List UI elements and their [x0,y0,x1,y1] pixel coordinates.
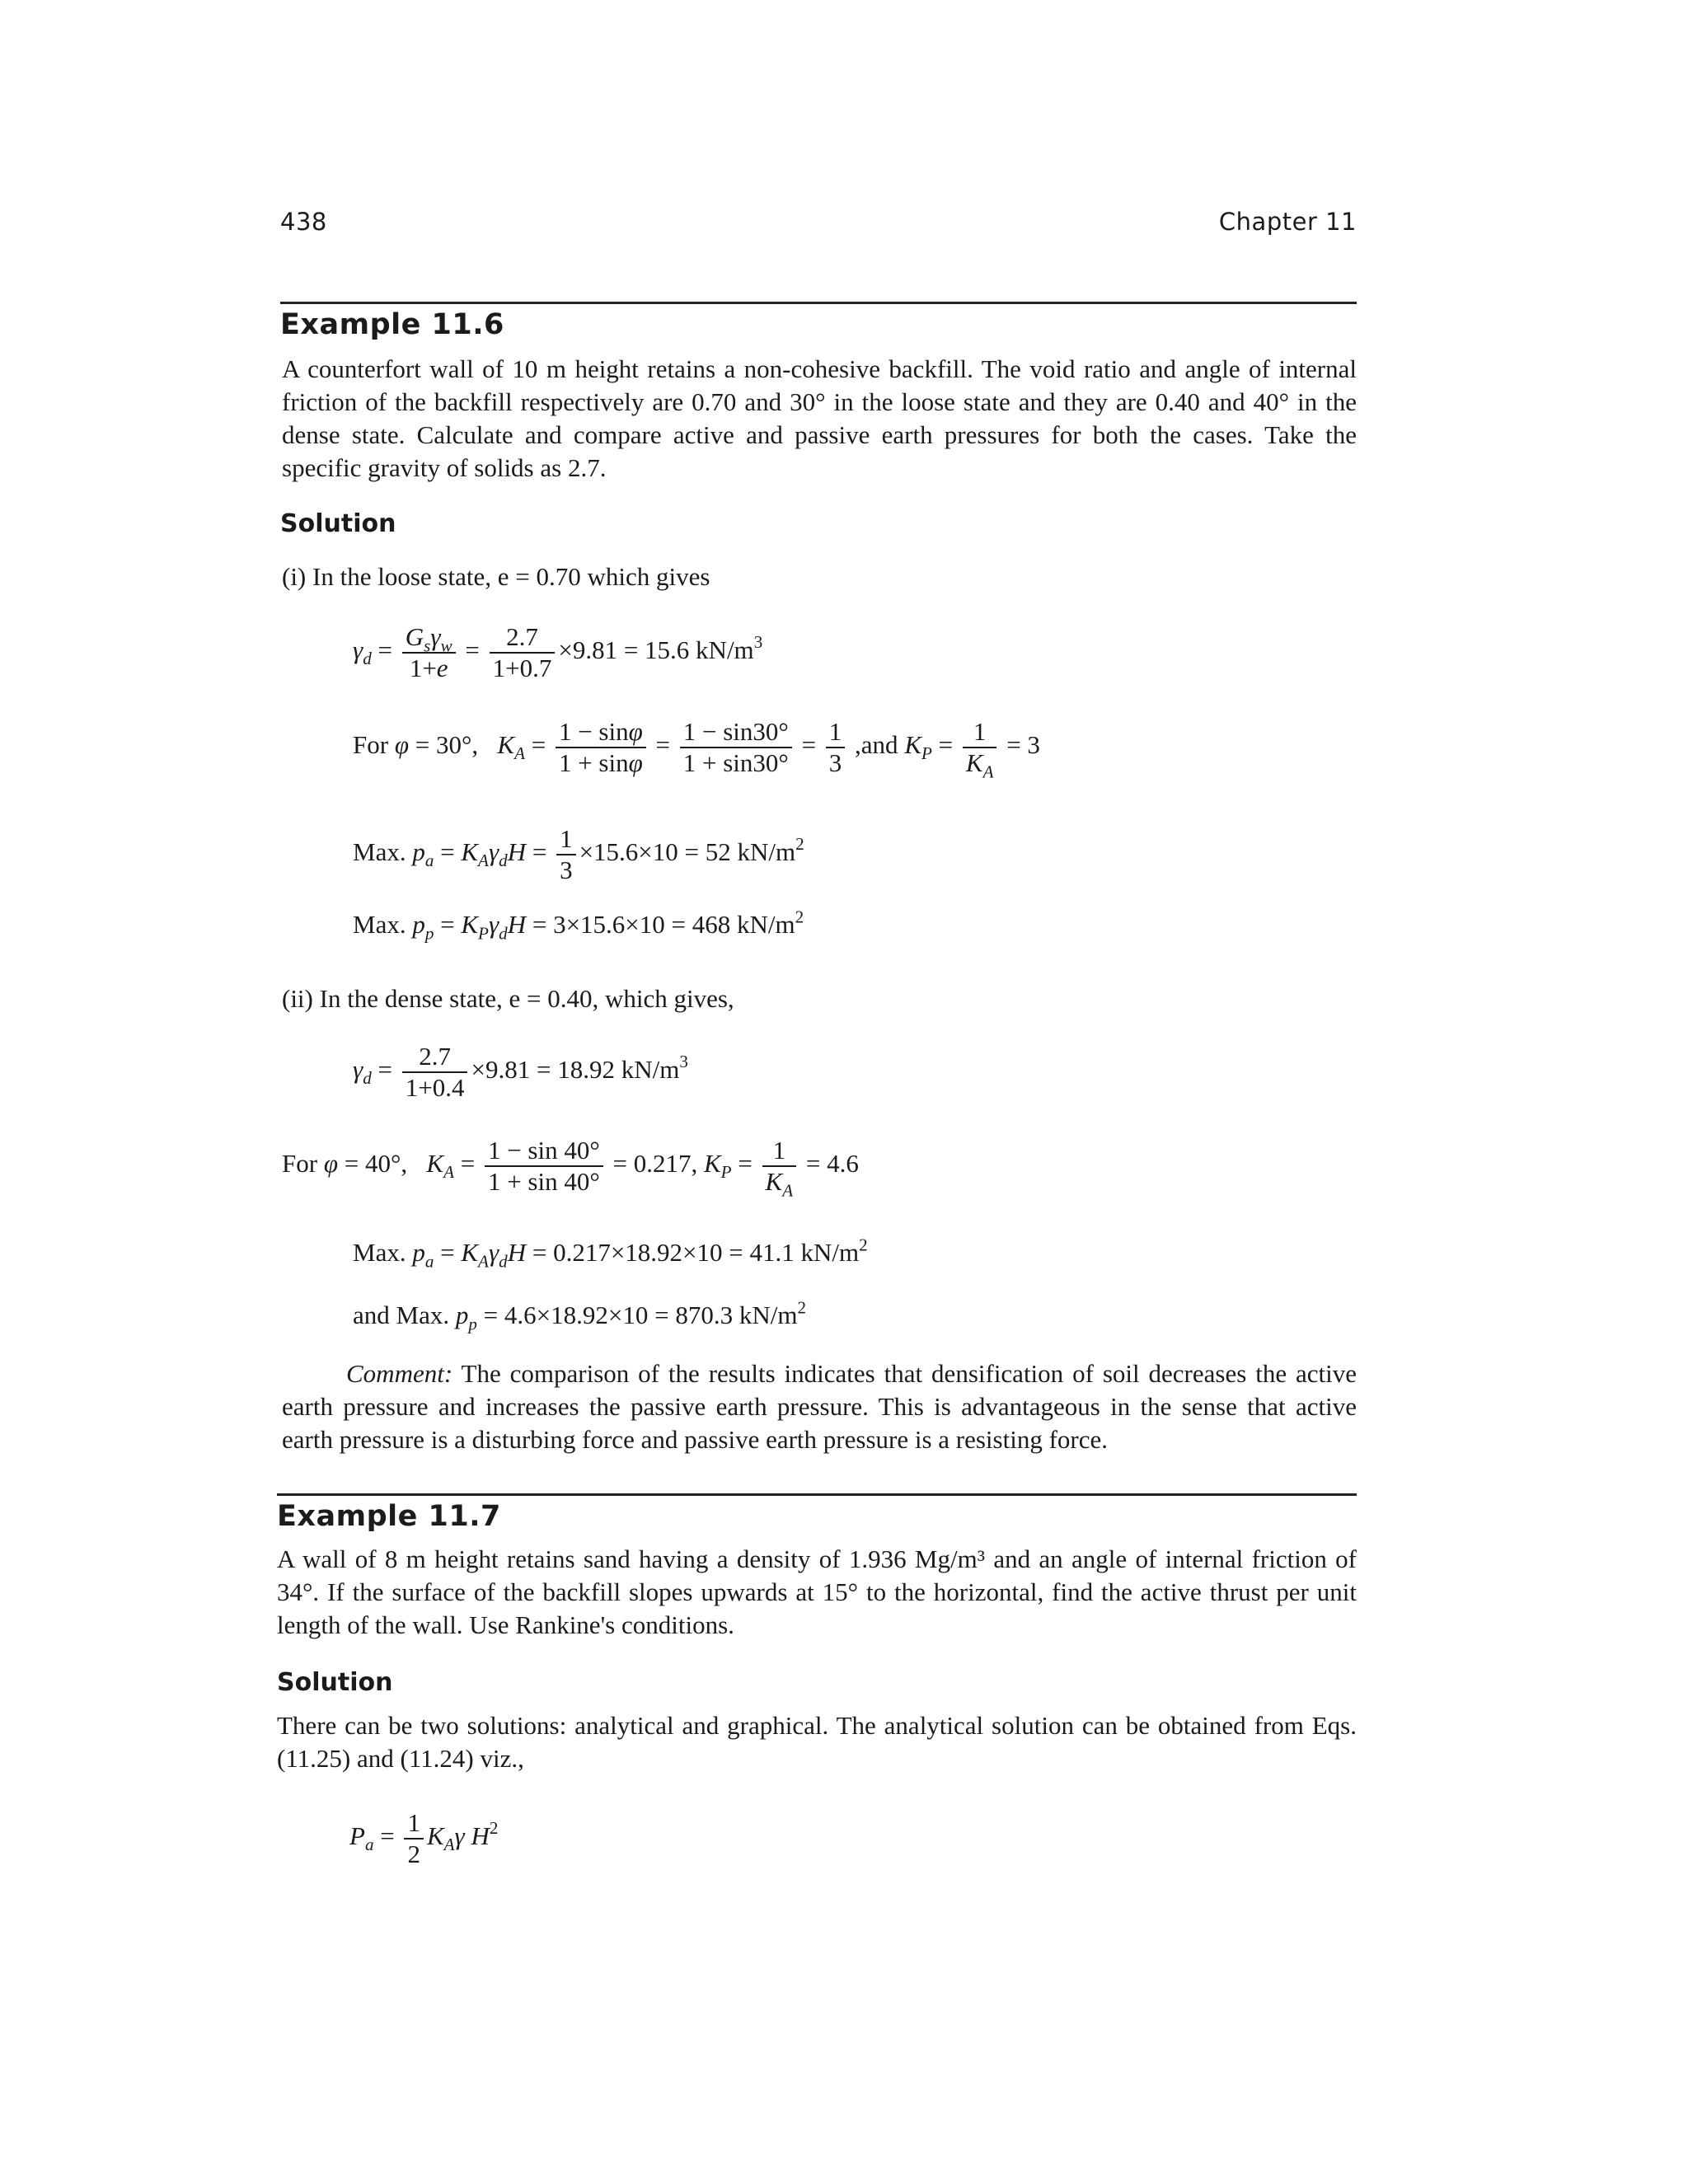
chapter-label: Chapter 11 [1218,208,1357,236]
example-heading: Example 11.7 [277,1500,501,1533]
problem-statement: A wall of 8 m height retains sand having a density of 1.936 Mg/m³ and an angle of internal friction of 34°. If the surface of the backfill slopes upwards at 15° to the horizontal, find the active thrust per unit length of the wall. Use Rankine's conditions. [277,1544,1357,1639]
page-number: 438 [280,208,327,236]
problem-statement: A counterfort wall of 10 m height retains a non-cohesive backfill. The void ratio and angle of internal friction of the backfill respectively are 0.70 and 30° in the loose state and they are 0.40 and 40° in the dense state. Calculate and compare active and passive earth pressures for both the cases. Take the specific gravity of solids as 2.7. [282,354,1357,482]
solution-heading: Solution [280,509,396,538]
comment-label: Comment: [346,1359,453,1388]
equation-pp-loose: Max. $p_p = K_P\gamma_dH = 3\times 15.6\times 10 = 468$ $kN/m^2$ [353,907,804,944]
example-heading: Example 11.6 [280,308,504,341]
equation-pa-dense: Max. $p_a = K_A\gamma_dH = 0.217\times 18.92\times 10 = 41.1$ $kN/m^2$ [353,1235,868,1272]
equation-ka-dense: For φ = 40°, $K_A$ = $\frac{1 - \sin 40^\circ}{1 + \sin 40^\circ}$ = 0.217, $K_P$ = $\frac{1}{K_A}$ = 4.6 [282,1136,859,1201]
part-ii-text: (ii) In the dense state, e = 0.40, which gives, [282,984,734,1013]
equation-pa-loose: Max. $p_a = K_A\gamma_dH$ = $\frac{1}{3}$ ×15.6×10 = 52 $kN/m^2$ [353,824,804,884]
part-i-text: (i) In the loose state, e = 0.70 which gives [282,562,710,591]
equation-pp-dense: and Max. $p_p = 4.6\times 18.92\times 10 = 870.3$ $kN/m^2$ [353,1297,806,1334]
equation-unit-weight-dense: $\gamma_d$ = $\frac{2.7}{1+0.4}$ ×9.81 = 18.92 $kN/m^3$ [353,1042,688,1102]
equation-active-thrust: $P_a$ = $\frac{1}{2}$ $K_A\gamma$ $H^2$ [349,1808,499,1868]
equation-unit-weight-loose: $\gamma_d$ = $\frac{G_s\gamma_w}{1+e}$ = $\frac{2.7}{1+0.7}$ ×9.81 = 15.6 $kN/m^3$ [353,622,763,682]
example-rule [280,302,1357,304]
solution-text: There can be two solutions: analytical and graphical. The analytical solution can be obtained from Eqs. (11.25) and (11.24) viz., [277,1711,1357,1773]
solution-heading: Solution [277,1668,393,1697]
equation-ka-loose: For φ = 30°, $K_A$ = $\frac{1 - \sin\varphi}{1 + \sin\varphi}$ = $\frac{1 - \sin 30^\circ}{1 + \sin 30^\circ}$ = $\frac{1}{3}$ ,and $K_P$ = $\frac{1}{K_A}$ = 3 [353,717,1040,782]
comment-paragraph [282,1357,1357,1456]
example-rule [277,1493,1357,1496]
comment-text: The comparison of the results indicates that densification of soil decreases the active earth pressure and increases the passive earth pressure. This is advantageous in the sense that active earth pressure is a disturbing force and passive earth pressure is a resisting force. [282,1359,1357,1454]
